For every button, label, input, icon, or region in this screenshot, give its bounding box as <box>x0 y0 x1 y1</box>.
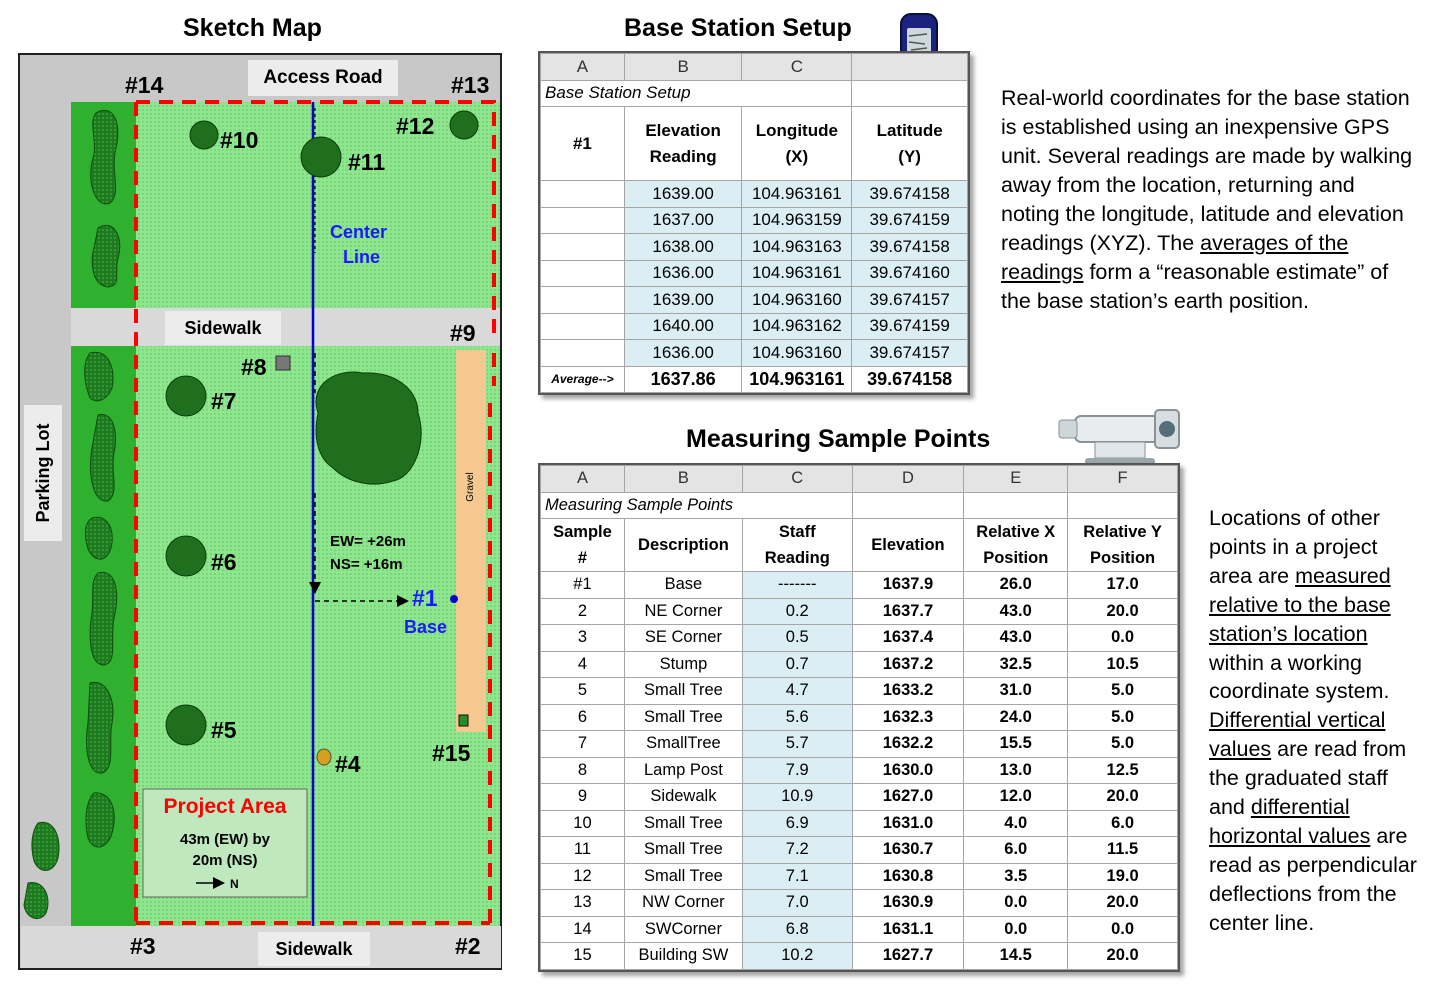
relative-y-cell: 20.0 <box>1068 943 1178 970</box>
point-11-label: #11 <box>348 149 386 175</box>
elevation-cell: 1630.7 <box>852 837 964 864</box>
sample-row <box>541 890 1178 917</box>
relative-y-cell: 20.0 <box>1068 890 1178 917</box>
base-marker <box>450 595 458 603</box>
sidewalk-mid-label: Sidewalk <box>165 311 281 345</box>
reading-longitude-cell: 104.963161 <box>742 260 852 287</box>
sample-row <box>541 731 1178 758</box>
relative-y-cell: 11.5 <box>1068 837 1178 864</box>
project-area-dims-2: 20m (NS) <box>192 852 258 869</box>
gravel-strip <box>456 350 486 732</box>
staff-reading-cell: 6.9 <box>742 810 852 837</box>
relative-x-cell: 12.0 <box>964 784 1068 811</box>
tree-10 <box>190 121 218 149</box>
description-cell: Small Tree <box>624 678 742 705</box>
staff-reading-cell: 7.9 <box>742 757 852 784</box>
relative-x-cell: 14.5 <box>964 943 1068 970</box>
point-8-label: #8 <box>241 354 267 380</box>
elevation-cell: 1637.9 <box>852 572 964 599</box>
reading-latitude-cell: 39.674159 <box>852 313 968 340</box>
reading-elevation-cell: 1636.00 <box>624 340 742 367</box>
reading-row <box>541 234 968 261</box>
building-sw-marker <box>459 715 468 726</box>
elevation-cell: 1630.9 <box>852 890 964 917</box>
relative-x-cell: 4.0 <box>964 810 1068 837</box>
col-letter-c: C <box>742 54 852 81</box>
sample-cell: 12 <box>541 863 625 890</box>
sample-row <box>541 784 1178 811</box>
relative-x-cell: 32.5 <box>964 651 1068 678</box>
project-area-title: Project Area <box>163 795 287 818</box>
elevation-cell: 1630.0 <box>852 757 964 784</box>
sheet-title: Measuring Sample Points <box>541 492 743 519</box>
sample-row <box>541 598 1178 625</box>
reading-elevation-cell: 1639.00 <box>624 287 742 314</box>
relative-y-cell: 17.0 <box>1068 572 1178 599</box>
relative-x-cell: 0.0 <box>964 916 1068 943</box>
tree-5 <box>166 705 206 745</box>
description-cell: NW Corner <box>624 890 742 917</box>
point-10-label: #10 <box>220 127 259 153</box>
relative-y-cell: 10.5 <box>1068 651 1178 678</box>
reading-elevation-cell: 1636.00 <box>624 260 742 287</box>
point-14-label: #14 <box>125 72 164 98</box>
stump-marker <box>317 749 331 765</box>
reading-latitude-cell: 39.674158 <box>852 181 968 208</box>
reading-elevation-cell: 1639.00 <box>624 181 742 208</box>
col-letter-b: B <box>624 54 742 81</box>
access-road-label: Access Road <box>248 60 398 96</box>
elevation-cell: 1631.1 <box>852 916 964 943</box>
staff-reading-cell: 6.8 <box>742 916 852 943</box>
reading-longitude-cell: 104.963163 <box>742 234 852 261</box>
base-word-label: Base <box>404 617 448 637</box>
project-area-dims-1: 43m (EW) by <box>179 831 270 848</box>
description-cell: Sidewalk <box>624 784 742 811</box>
sample-row <box>541 810 1178 837</box>
elevation-cell: 1631.0 <box>852 810 964 837</box>
sample-cell: 11 <box>541 837 625 864</box>
reading-longitude-cell: 104.963162 <box>742 313 852 340</box>
sample-row <box>541 678 1178 705</box>
average-label: Average--> <box>541 366 625 393</box>
sample-cell: 14 <box>541 916 625 943</box>
elevation-cell: 1627.0 <box>852 784 964 811</box>
point-5-label: #5 <box>211 717 237 743</box>
reading-elevation-cell: 1638.00 <box>624 234 742 261</box>
col-letter-d <box>852 54 968 81</box>
reading-longitude-cell: 104.963159 <box>742 207 852 234</box>
elevation-cell: 1637.7 <box>852 598 964 625</box>
col-letter-f: F <box>1068 466 1178 493</box>
relative-y-cell: 0.0 <box>1068 916 1178 943</box>
header-staff-reading: Staff Reading <box>742 519 852 572</box>
elevation-cell: 1633.2 <box>852 678 964 705</box>
description-cell: Small Tree <box>624 810 742 837</box>
reading-longitude-cell: 104.963160 <box>742 340 852 367</box>
reading-id-cell <box>541 340 625 367</box>
header-elevation: Elevation <box>852 519 964 572</box>
sample-row <box>541 837 1178 864</box>
sample-cell: #1 <box>541 572 625 599</box>
relative-y-cell: 5.0 <box>1068 704 1178 731</box>
base-station-description: Real-world coordinates for the base station is established using an inexpensive GPS unit. Several readings are made by walking away from the location, returning and noting the longitude, latitude and elevation readings (XYZ). The averages of the readings form a “reasonable estimate” of the base station’s earth position. <box>1001 86 1413 313</box>
staff-reading-cell: 10.2 <box>742 943 852 970</box>
tree-7 <box>166 376 206 416</box>
tree-11 <box>301 137 341 177</box>
description-cell: Lamp Post <box>624 757 742 784</box>
description-cell: Building SW <box>624 943 742 970</box>
reading-row <box>541 313 968 340</box>
header-elevation: Elevation Reading <box>624 107 742 181</box>
reading-id-cell <box>541 260 625 287</box>
sample-row <box>541 863 1178 890</box>
reading-id-cell <box>541 181 625 208</box>
header-relative-x: Relative X Position <box>964 519 1068 572</box>
average-latitude: 39.674158 <box>852 366 968 393</box>
reading-latitude-cell: 39.674158 <box>852 234 968 261</box>
elevation-cell: 1630.8 <box>852 863 964 890</box>
sample-cell: 3 <box>541 625 625 652</box>
description-cell: Small Tree <box>624 704 742 731</box>
sample-cell: 2 <box>541 598 625 625</box>
staff-reading-cell: 7.2 <box>742 837 852 864</box>
base-station-title: Base Station Setup <box>624 14 852 42</box>
average-elevation: 1637.86 <box>624 366 742 393</box>
elevation-cell: 1627.7 <box>852 943 964 970</box>
reading-row <box>541 181 968 208</box>
point-15-label: #15 <box>432 740 471 766</box>
col-letter-a: A <box>541 54 625 81</box>
col-letter-e: E <box>964 466 1068 493</box>
staff-reading-cell: 5.7 <box>742 731 852 758</box>
reading-row <box>541 260 968 287</box>
reading-longitude-cell: 104.963161 <box>742 181 852 208</box>
sketch-map-title: Sketch Map <box>183 14 322 42</box>
sidewalk-bottom-label: Sidewalk <box>258 932 370 966</box>
reading-row <box>541 340 968 367</box>
header-latitude: Latitude (Y) <box>852 107 968 181</box>
sample-cell: 6 <box>541 704 625 731</box>
reading-elevation-cell: 1637.00 <box>624 207 742 234</box>
reading-latitude-cell: 39.674159 <box>852 207 968 234</box>
reading-row <box>541 207 968 234</box>
reading-latitude-cell: 39.674157 <box>852 340 968 367</box>
description-cell: SE Corner <box>624 625 742 652</box>
sample-cell: 15 <box>541 943 625 970</box>
large-tree <box>316 372 421 484</box>
description-cell: Small Tree <box>624 863 742 890</box>
sample-row <box>541 625 1178 652</box>
description-cell: Small Tree <box>624 837 742 864</box>
col-letter-d: D <box>852 466 964 493</box>
relative-y-cell: 20.0 <box>1068 784 1178 811</box>
relative-y-cell: 19.0 <box>1068 863 1178 890</box>
sample-cell: 13 <box>541 890 625 917</box>
reading-latitude-cell: 39.674160 <box>852 260 968 287</box>
base-station-sheet <box>538 51 970 395</box>
reading-row <box>541 287 968 314</box>
description-cell: SWCorner <box>624 916 742 943</box>
point-13-label: #13 <box>451 72 490 98</box>
relative-x-cell: 31.0 <box>964 678 1068 705</box>
sample-cell: 7 <box>541 731 625 758</box>
relative-x-cell: 43.0 <box>964 625 1068 652</box>
lamp-post-marker <box>276 356 290 370</box>
ew-offset-label: EW= +26m <box>330 533 406 550</box>
base-number-label: #1 <box>412 585 438 611</box>
header-longitude: Longitude (X) <box>742 107 852 181</box>
relative-x-cell: 13.0 <box>964 757 1068 784</box>
col-letter-a: A <box>541 466 625 493</box>
point-3-label: #3 <box>130 933 156 959</box>
sample-cell: 5 <box>541 678 625 705</box>
relative-x-cell: 3.5 <box>964 863 1068 890</box>
reading-id-cell <box>541 207 625 234</box>
relative-x-cell: 6.0 <box>964 837 1068 864</box>
tree-12 <box>450 111 478 139</box>
point-7-label: #7 <box>211 388 237 414</box>
relative-y-cell: 6.0 <box>1068 810 1178 837</box>
reading-id-cell <box>541 313 625 340</box>
point-6-label: #6 <box>211 549 237 575</box>
reading-id-cell <box>541 287 625 314</box>
elevation-cell: 1632.2 <box>852 731 964 758</box>
sample-points-description: Locations of other points in a project area are measured relative to the base station’s location within a working coordinate system. Differential vertical values are read from the graduated staff and differential horizontal values are read as perpendicular deflections from the center line. <box>1209 506 1417 935</box>
sample-cell: 9 <box>541 784 625 811</box>
ns-offset-label: NS= +16m <box>330 556 403 573</box>
staff-reading-cell: 0.2 <box>742 598 852 625</box>
description-cell: NE Corner <box>624 598 742 625</box>
description-cell: Stump <box>624 651 742 678</box>
point-2-label: #2 <box>455 933 481 959</box>
header-id: #1 <box>541 107 625 181</box>
staff-reading-cell: 4.7 <box>742 678 852 705</box>
elevation-cell: 1637.2 <box>852 651 964 678</box>
relative-x-cell: 24.0 <box>964 704 1068 731</box>
sample-cell: 8 <box>541 757 625 784</box>
relative-y-cell: 12.5 <box>1068 757 1178 784</box>
sample-points-title: Measuring Sample Points <box>686 425 991 453</box>
point-4-label: #4 <box>335 751 361 777</box>
sample-row <box>541 916 1178 943</box>
col-letter-c: C <box>742 466 852 493</box>
staff-reading-cell: 10.9 <box>742 784 852 811</box>
sheet-title: Base Station Setup <box>541 80 742 107</box>
reading-elevation-cell: 1640.00 <box>624 313 742 340</box>
staff-reading-cell: 5.6 <box>742 704 852 731</box>
staff-reading-cell: 0.5 <box>742 625 852 652</box>
relative-x-cell: 26.0 <box>964 572 1068 599</box>
sample-row <box>541 572 1178 599</box>
tree-6 <box>166 536 206 576</box>
relative-y-cell: 5.0 <box>1068 731 1178 758</box>
description-cell: SmallTree <box>624 731 742 758</box>
staff-reading-cell: 7.1 <box>742 863 852 890</box>
relative-y-cell: 0.0 <box>1068 625 1178 652</box>
staff-reading-cell: 7.0 <box>742 890 852 917</box>
sample-row <box>541 651 1178 678</box>
header-description: Description <box>624 519 742 572</box>
header-relative-y: Relative Y Position <box>1068 519 1178 572</box>
description-cell: Base <box>624 572 742 599</box>
relative-y-cell: 5.0 <box>1068 678 1178 705</box>
staff-reading-cell: ------- <box>742 572 852 599</box>
point-12-label: #12 <box>396 113 435 139</box>
sample-cell: 10 <box>541 810 625 837</box>
sample-cell: 4 <box>541 651 625 678</box>
relative-y-cell: 20.0 <box>1068 598 1178 625</box>
reading-latitude-cell: 39.674157 <box>852 287 968 314</box>
staff-reading-cell: 0.7 <box>742 651 852 678</box>
north-arrow-label: N <box>230 877 239 891</box>
reading-longitude-cell: 104.963160 <box>742 287 852 314</box>
center-line-label-2: Line <box>343 247 381 267</box>
sample-row <box>541 943 1178 970</box>
parking-lot-label: Parking Lot <box>33 423 53 523</box>
sample-row <box>541 757 1178 784</box>
col-letter-b: B <box>624 466 742 493</box>
elevation-cell: 1632.3 <box>852 704 964 731</box>
gravel-label: Gravel <box>465 472 476 502</box>
point-9-label: #9 <box>450 320 476 346</box>
average-longitude: 104.963161 <box>742 366 852 393</box>
elevation-cell: 1637.4 <box>852 625 964 652</box>
sample-row <box>541 704 1178 731</box>
sample-points-sheet <box>538 463 1180 972</box>
center-line-label-1: Center <box>330 222 388 242</box>
header-sample: Sample # <box>541 519 625 572</box>
reading-id-cell <box>541 234 625 261</box>
relative-x-cell: 0.0 <box>964 890 1068 917</box>
relative-x-cell: 43.0 <box>964 598 1068 625</box>
relative-x-cell: 15.5 <box>964 731 1068 758</box>
